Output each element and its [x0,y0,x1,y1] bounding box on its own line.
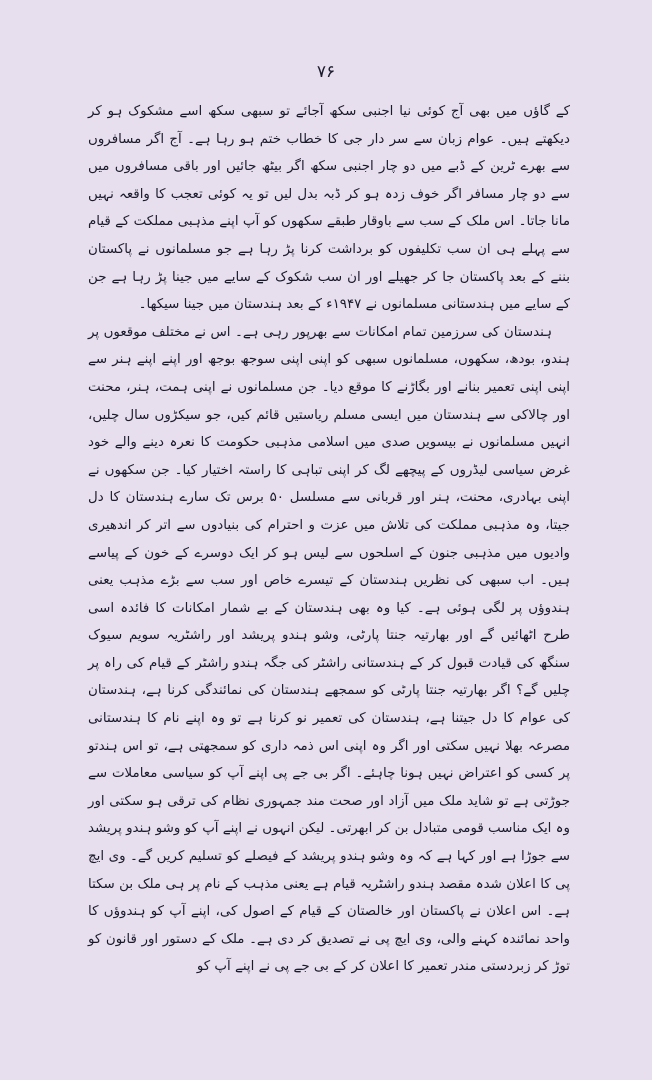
body-text [88,98,570,981]
paragraph: ہندستان کی سرزمین تمام امکانات سے بھرپور رہی ہے۔ اس نے مختلف موقعوں پر ہندو، بودھ، سکھوں، مسلمانوں سبھی کو اپنی اپنی سوجھ بوجھ اور اپنے اپنے ہنر سے اپنی اپنی تعمیر بنانے اور بگاڑنے کا موقع دیا۔ جن مسلمانوں نے اپنی ہمت، ہنر، محنت اور چالاکی سے ہندستان میں ایسی مسلم ریاستیں قائم کیں، جو سیکڑوں سال چلیں، انہیں مسلمانوں نے بیسویں صدی میں اسلامی مذہبی حکومت کا نعرہ دینے والے خود غرض سیاسی لیڈروں کے پیچھے لگ کر اپنی تباہی کا راستہ اختیار کیا۔ جن سکھوں نے اپنی بہادری، محنت، ہنر اور قربانی سے مسلسل ۵۰ برس تک سارے ہندستان کا دل جیتا، وہ مذہبی مملکت کی تلاش میں عزت و احترام کی بنیادوں سے اتر کر اندھیری وادیوں میں مذہبی جنون کے اسلحوں سے لیس ہو کر ایک دوسرے کے خون کے پیاسے ہیں۔ اب سبھی کی نظریں ہندستان کے تیسرے خاص اور سب سے بڑے مذہب یعنی ہندوؤں پر لگی ہوئی ہے۔ کیا وہ بھی ہندستان کے بے شمار امکانات کا فائدہ اسی طرح اٹھائیں گے اور بھارتیہ جنتا پارٹی، وشو ہندو پریشد اور راشٹریہ سویم سیوک سنگھ کی قیادت قبول کر کے ہندستانی راشٹر کی جگہ ہندو راشٹر کے قیام کی راہ پر چلیں گے؟ اگر بھارتیہ جنتا پارٹی کو سمجھے ہندستان کی نمائندگی کرنا ہے، ہندستان کی عوام کا دل جیتنا ہے، ہندستان کی تعمیر نو کرنا ہے تو وہ اپنے نام کا ہندستانی مصرعہ بھلا نہیں سکتی اور اگر وہ اپنی اس ذمہ داری کو سمجھتی ہے، تو اس ہندتو پر کسی کو اعتراض نہیں ہونا چاہئے۔ اگر بی جے پی اپنے آپ کو سیاسی معاملات سے جوڑتی ہے تو شاید ملک میں آزاد اور صحت مند جمہوری نظام کی ترقی ہو سکتی اور وہ ایک مناسب قومی متبادل بن کر ابھرتی۔ لیکن انہوں نے اپنے آپ کو وشو ہندو پریشد سے جوڑا ہے اور کہا ہے کہ وہ وشو ہندو پریشد کے فیصلے کو تسلیم کریں گے۔ وی ایچ پی کا اعلان شدہ مقصد ہندو راشٹریہ قیام ہے یعنی مذہب کے نام پر ہی ملک بن سکتا ہے۔ اس اعلان نے پاکستان اور خالصتان کے قیام کے اصول کی، اپنے آپ کو ہندوؤں کا واحد نمائندہ کہنے والی، وی ایچ پی نے تصدیق کر دی ہے۔ ملک کے دستور اور قانون کو توڑ کر زبردستی مندر تعمیر کا اعلان کر کے بی جے پی نے اپنے آپ کو [88,324,571,975]
paragraph: کے گاؤں میں بھی آج کوئی نیا اجنبی سکھ آجائے تو سبھی سکھ اسے مشکوک ہو کر دیکھتے ہیں۔ عوام زبان سے سر دار جی کا خطاب ختم ہو رہا ہے۔ آج اگر مسافروں سے بھرے ٹرین کے ڈبے میں دو چار اجنبی سکھ اگر بیٹھ جائیں اور باقی مسافروں میں سے دو چار مسافر اگر خوف زدہ ہو کر ڈبہ بدل لیں تو یہ کوئی تعجب کا واقعہ نہیں مانا جاتا۔ اس ملک کے سب سے باوقار طبقے سکھوں کو آپ اپنے مذہبی مملکت کے قیام سے پہلے ہی ان سب تکلیفوں کو برداشت کرنا پڑ رہا ہے جو مسلمانوں نے پاکستان بننے کے بعد پاکستان جا کر جھیلے اور ان سب شکوک کے سایے میں جینا پڑ رہا ہے جن کے سایے میں ہندستانی مسلمانوں نے ۱۹۴۷ء کے بعد ہندستان میں جینا سیکھا۔ [88,104,570,313]
page-number: ۷۶ [316,62,336,82]
